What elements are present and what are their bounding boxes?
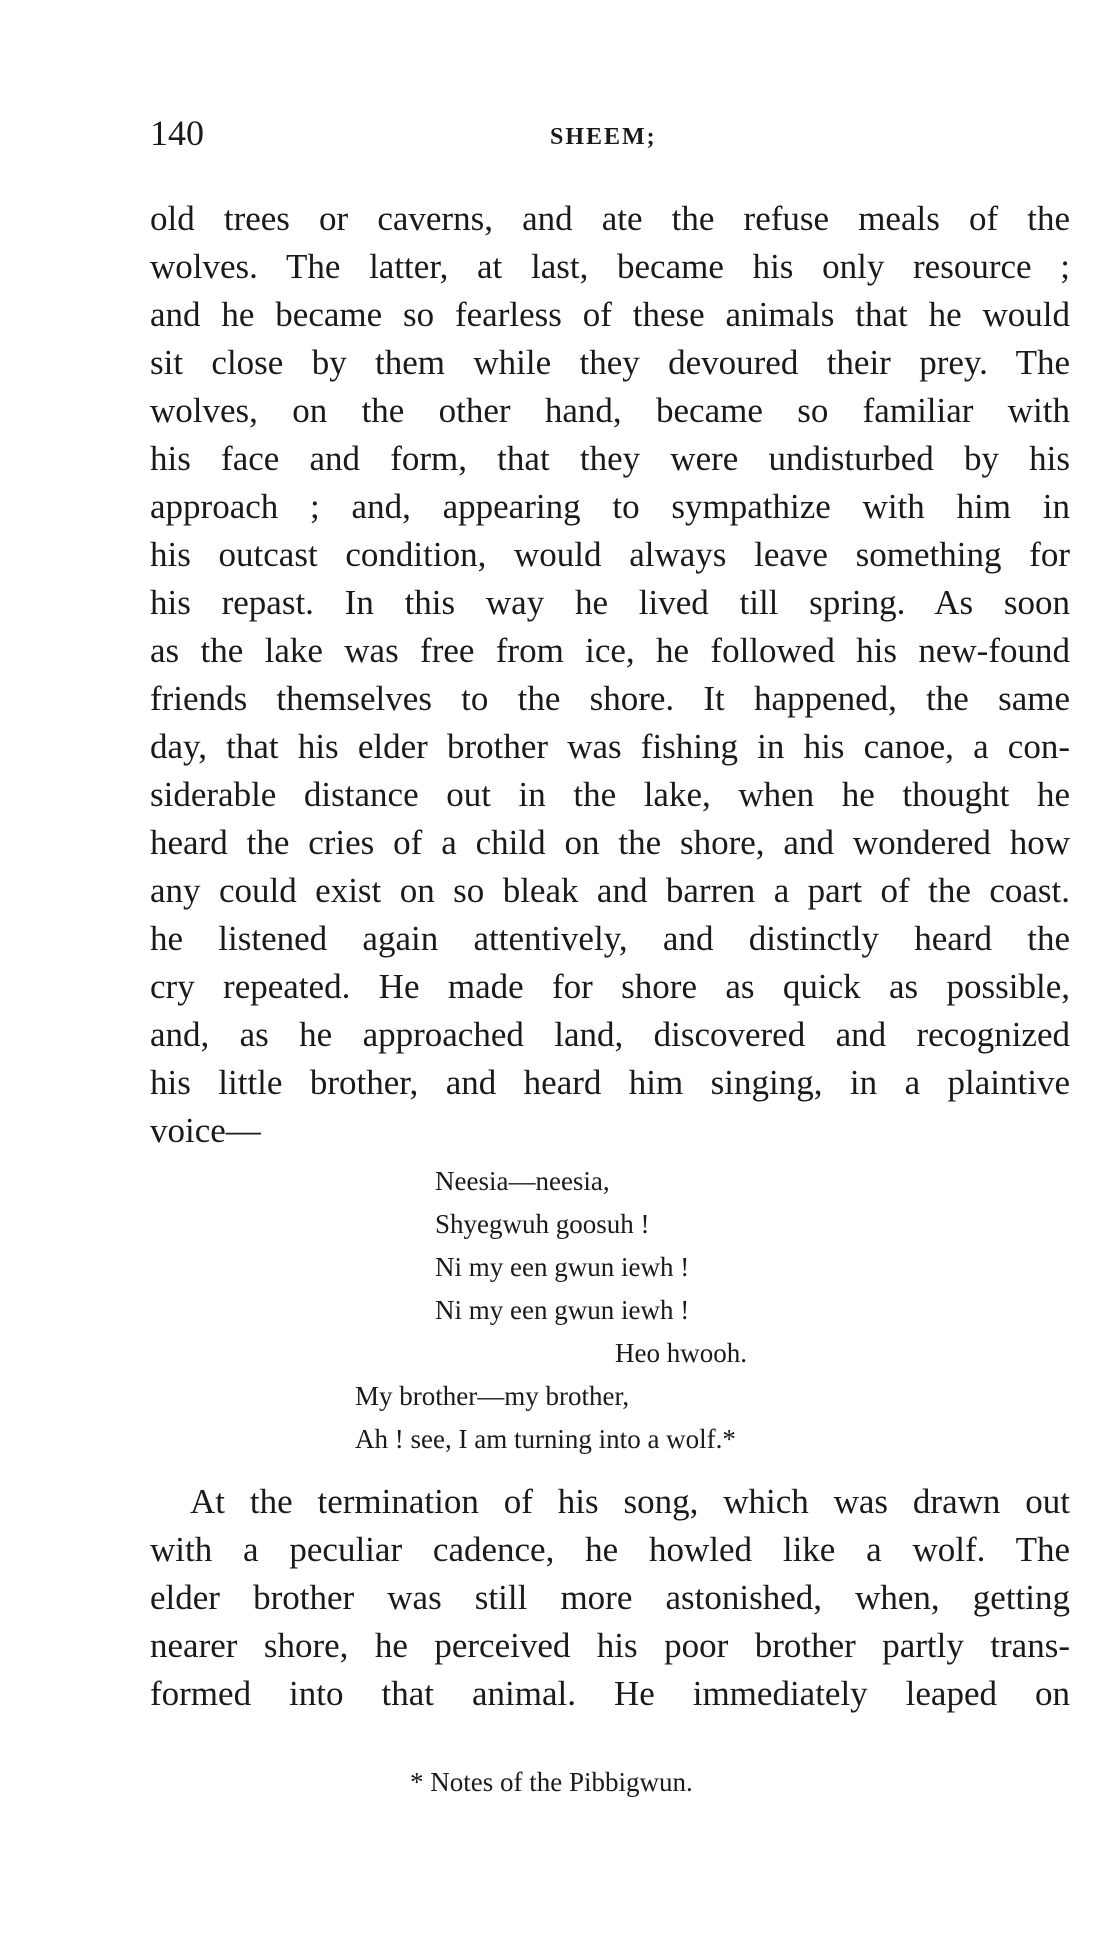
- text-line: heard the cries of a child on the shore, and wondered how: [150, 823, 1070, 862]
- text-line: as the lake was free from ice, he followed his new-found: [150, 631, 1070, 670]
- page-number: 140: [150, 113, 204, 153]
- text-line: wolves, on the other hand, became so familiar with: [150, 391, 1070, 430]
- text-line: day, that his elder brother was fishing in his canoe, a con-: [150, 727, 1070, 766]
- text-line: old trees or caverns, and ate the refuse meals of the: [150, 199, 1070, 238]
- page-header: [150, 112, 1070, 162]
- text-line: nearer shore, he perceived his poor brother partly trans-: [150, 1626, 1070, 1665]
- text-line: his little brother, and heard him singing, in a plaintive: [150, 1063, 1070, 1102]
- text-line: his outcast condition, would always leave something for: [150, 535, 1070, 574]
- verse-line: Ni my een gwun iewh !: [435, 1295, 690, 1325]
- text-line: his face and form, that they were undisturbed by his: [150, 439, 1070, 478]
- body-paragraph-continued: [150, 1478, 1070, 1718]
- text-line: elder brother was still more astonished, when, getting: [150, 1578, 1070, 1617]
- text-line: and he became so fearless of these animals that he would: [150, 295, 1070, 334]
- text-line: wolves. The latter, at last, became his only resource ;: [150, 247, 1070, 286]
- verse-line: Shyegwuh goosuh !: [435, 1209, 650, 1239]
- verse-translation: [355, 1375, 736, 1461]
- text-line: his repast. In this way he lived till spring. As soon: [150, 583, 1070, 622]
- footnote: * Notes of the Pibbigwun.: [410, 1767, 693, 1797]
- verse-line: Heo hwooh.: [615, 1338, 747, 1368]
- text-line: he listened again attentively, and distinctly heard the: [150, 919, 1070, 958]
- text-line: cry repeated. He made for shore as quick as possible,: [150, 967, 1070, 1006]
- text-line: any could exist on so bleak and barren a part of the coast.: [150, 871, 1070, 910]
- verse-line: Neesia—neesia,: [435, 1166, 610, 1196]
- verse-line: Ah ! see, I am turning into a wolf.*: [355, 1424, 736, 1454]
- body-paragraph: [150, 195, 1070, 1155]
- verse-line: My brother—my brother,: [355, 1381, 630, 1411]
- running-head: SHEEM;: [550, 124, 657, 150]
- verse-line: Ni my een gwun iewh !: [435, 1252, 690, 1282]
- text-line: formed into that animal. He immediately leaped on: [150, 1674, 1070, 1713]
- text-line: siderable distance out in the lake, when he thought he: [150, 775, 1070, 814]
- text-line: sit close by them while they devoured their prey. The: [150, 343, 1070, 382]
- text-line: and, as he approached land, discovered and recognized: [150, 1015, 1070, 1054]
- verse-native: [435, 1160, 747, 1375]
- text-line: voice—: [150, 1111, 261, 1150]
- text-line: friends themselves to the shore. It happened, the same: [150, 679, 1070, 718]
- text-line: At the termination of his song, which was drawn out: [190, 1482, 1070, 1521]
- text-line: with a peculiar cadence, he howled like a wolf. The: [150, 1530, 1070, 1569]
- text-line: approach ; and, appearing to sympathize with him in: [150, 487, 1070, 526]
